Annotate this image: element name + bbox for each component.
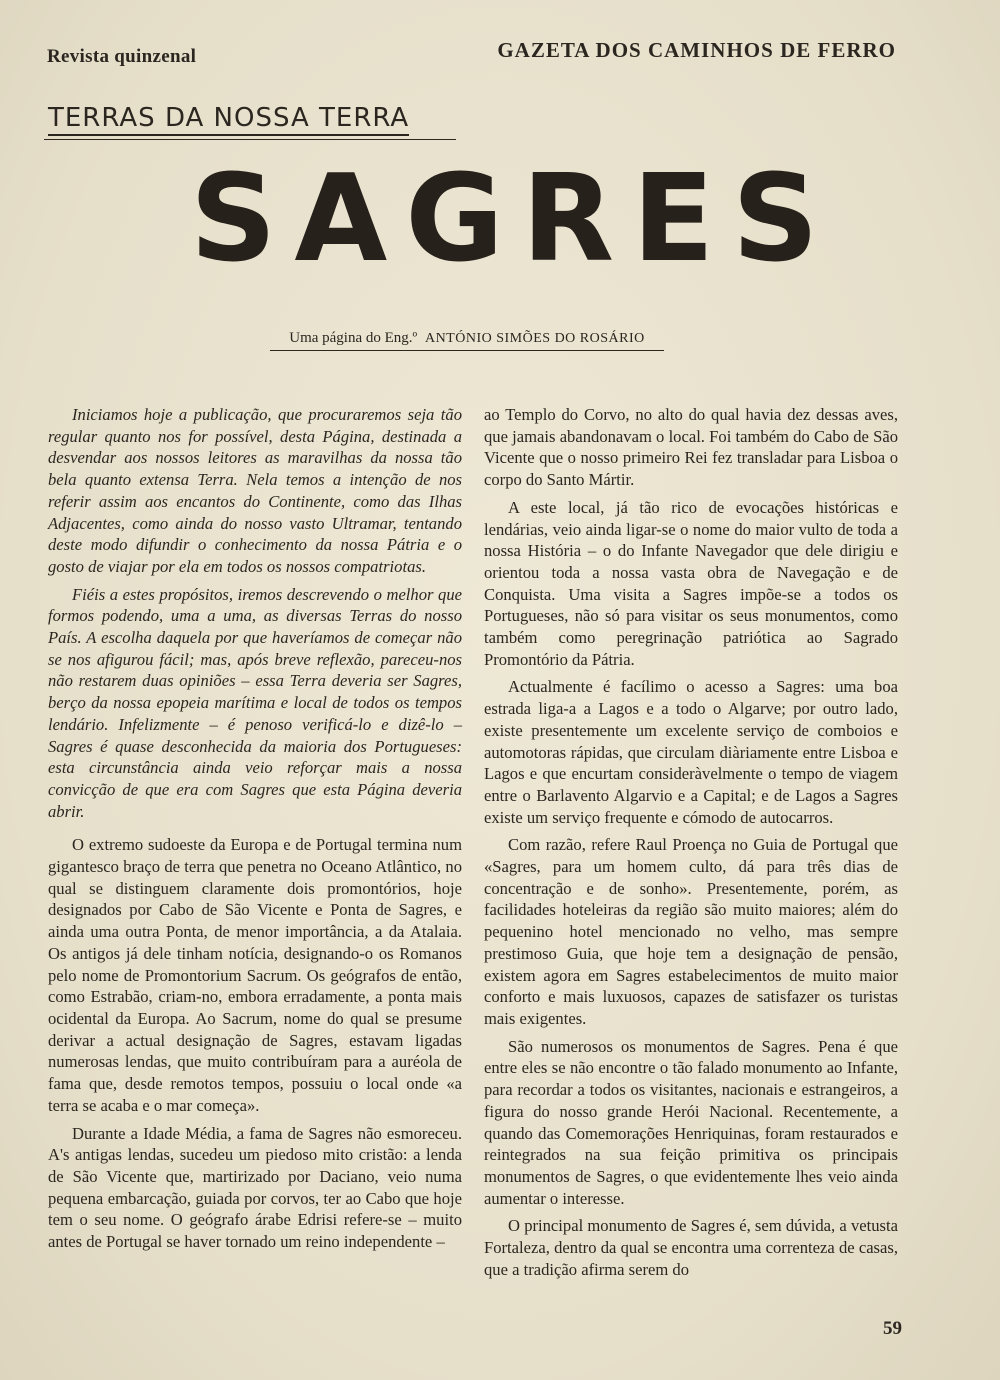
article-title: SAGRES [190,150,837,289]
paragraph: Durante a Idade Média, a fama de Sagres não esmoreceu. A's antigas lendas, sucedeu um piedoso mito cristão: a lenda de São Vicente que, martirizado por Daciano, veio numa pequena embarcação, guiada por corvos, ter ao Cabo que hoje tem o seu nome. O geógrafo árabe Edrisi refere-se – muito antes de Portugal se haver tornado um reino independente – [48,1123,462,1252]
byline-prefix: Uma página do Eng.º [289,330,418,346]
paragraph: Com razão, refere Raul Proença no Guia de Portugal que «Sagres, para um homem culto, dá para três dias de concentração e de sonho». Presentemente, porém, as facilidades hoteleiras da região são muito maiores; além do pequenino hotel mencionado no velho, mas sempre prestimoso Guia, que hoje tem a designação de pensão, existem agora em Sagres estabelecimentos de muito maior conforto e mais luxuosos, capazes de satisfazer os turistas mais exigentes. [484,835,898,1028]
paragraph: O extremo sudoeste da Europa e de Portugal termina num gigantesco braço de terra que penetra no Oceano Atlântico, no qual se distinguem claramente dois promontórios, hoje designados por Cabo de São Vicente e Ponta de Sagres, e ainda uma outra Ponta, de menor importância, a da Atalaia. Os antigos já dele tinham notícia, designando-o os Romanos pelo nome de Promontorium Sacrum. Os geógrafos de então, como Estrabão, criam-no, embora erradamente, a ponta mais ocidental da Europa. Ao Sacrum, nome do qual se presume derivar a actual designação de Sagres, estavam ligadas numerosas lendas, que muito contribuíram para a auréola de fama que, desde remotos tempos, possuiu o local onde «a terra se acaba e o mar começa». [48,835,462,1115]
text-column-left [48,404,462,1253]
paragraph: O principal monumento de Sagres é, sem dúvida, a vetusta Fortaleza, dentro da qual se encontra uma correnteza de casas, que a tradição afirma serem do [484,1216,898,1279]
text-column-right [484,404,898,1280]
running-header-left: Revista quinzenal [47,46,197,67]
paragraph: Iniciamos hoje a publicação, que procuraremos seja tão regular quanto nos for possível, desta Página, destinada a desvendar aos nossos leitores as maravilhas da nossa tão bela quanto extensa Terra. Nela temos a intenção de nos referir assim aos encantos do Continente, como das Ilhas Adjacentes, como ainda do nosso vasto Ultramar, tentando deste modo difundir o conhecimento da nossa Pátria e o gosto de viajar por ela em todos os nossos compatriotas. [48,405,462,576]
byline [270,330,664,351]
paragraph: Actualmente é facílimo o acesso a Sagres: uma boa estrada liga-a a Lagos e a todo o Algarve; por outro lado, existe presentemente um excelente serviço de comboios e automotoras rápidas, que circulam diàriamente entre Lisboa e Lagos e que encurtam consideràvelmente o tempo de viagem entre o Barlavento Algarvio e a Capital; e de Lagos a Sagres existe um serviço frequente e cómodo de autocarros. [484,677,898,827]
paragraph: Fiéis a estes propósitos, iremos descrevendo o melhor que formos podendo, uma a uma, as diversas Terras do nosso País. A escolha daquela por que haveríamos de começar não se nos afigurou fácil; mas, após breve reflexão, pareceu-nos não restarem duas opiniões – essa Terra deveria ser Sagres, berço da nossa epopeia marítima e local de todos os tempos lendário. Infelizmente – é penoso verificá-lo e dizê-lo – Sagres é quase desconhecida da maioria dos Portugueses: esta circunstância ainda veio reforçar mais a nossa convicção de que era com Sagres que esta Página deveria abrir. [48,584,462,821]
byline-author: ANTÓNIO SIMÕES DO ROSÁRIO [424,331,645,346]
paragraph: ao Templo do Corvo, no alto do qual havia dez dessas aves, que jamais abandonavam o local. Foi também do Cabo de São Vicente que o nosso primeiro Rei fez transladar para Lisboa o corpo do Santo Mártir. [484,405,898,490]
paragraph: A este local, já tão rico de evocações históricas e lendárias, veio ainda ligar-se o nome do maior vulto de toda a nossa História – o do Infante Navegador que dele dirigiu e orientou toda a nossa vasta obra de Navegação e de Conquista. Uma visita a Sagres impõe-se a todos os Portugueses, não só para visitar os seus monumentos, como também como peregrinação patriótica ao Sagrado Promontório da Pátria. [484,497,898,669]
running-header-right: GAZETA DOS CAMINHOS DE FERRO [497,38,896,62]
paragraph: São numerosos os monumentos de Sagres. Pena é que entre eles se não encontre o tão falado monumento ao Infante, para recordar a todos os visitantes, nacionais e estrangeiros, a figura do nosso grande Herói Nacional. Recentemente, a quando das Comemorações Henriquinas, foram restaurados e reintegrados na sua feição primitiva os principais monumentos de Sagres, o que evidentemente lhes veio ainda aumentar o interesse. [484,1036,898,1208]
section-kicker: TERRAS DA NOSSA TERRA [48,103,409,136]
kicker-underline [44,139,456,140]
page-number: 59 [883,1318,902,1339]
